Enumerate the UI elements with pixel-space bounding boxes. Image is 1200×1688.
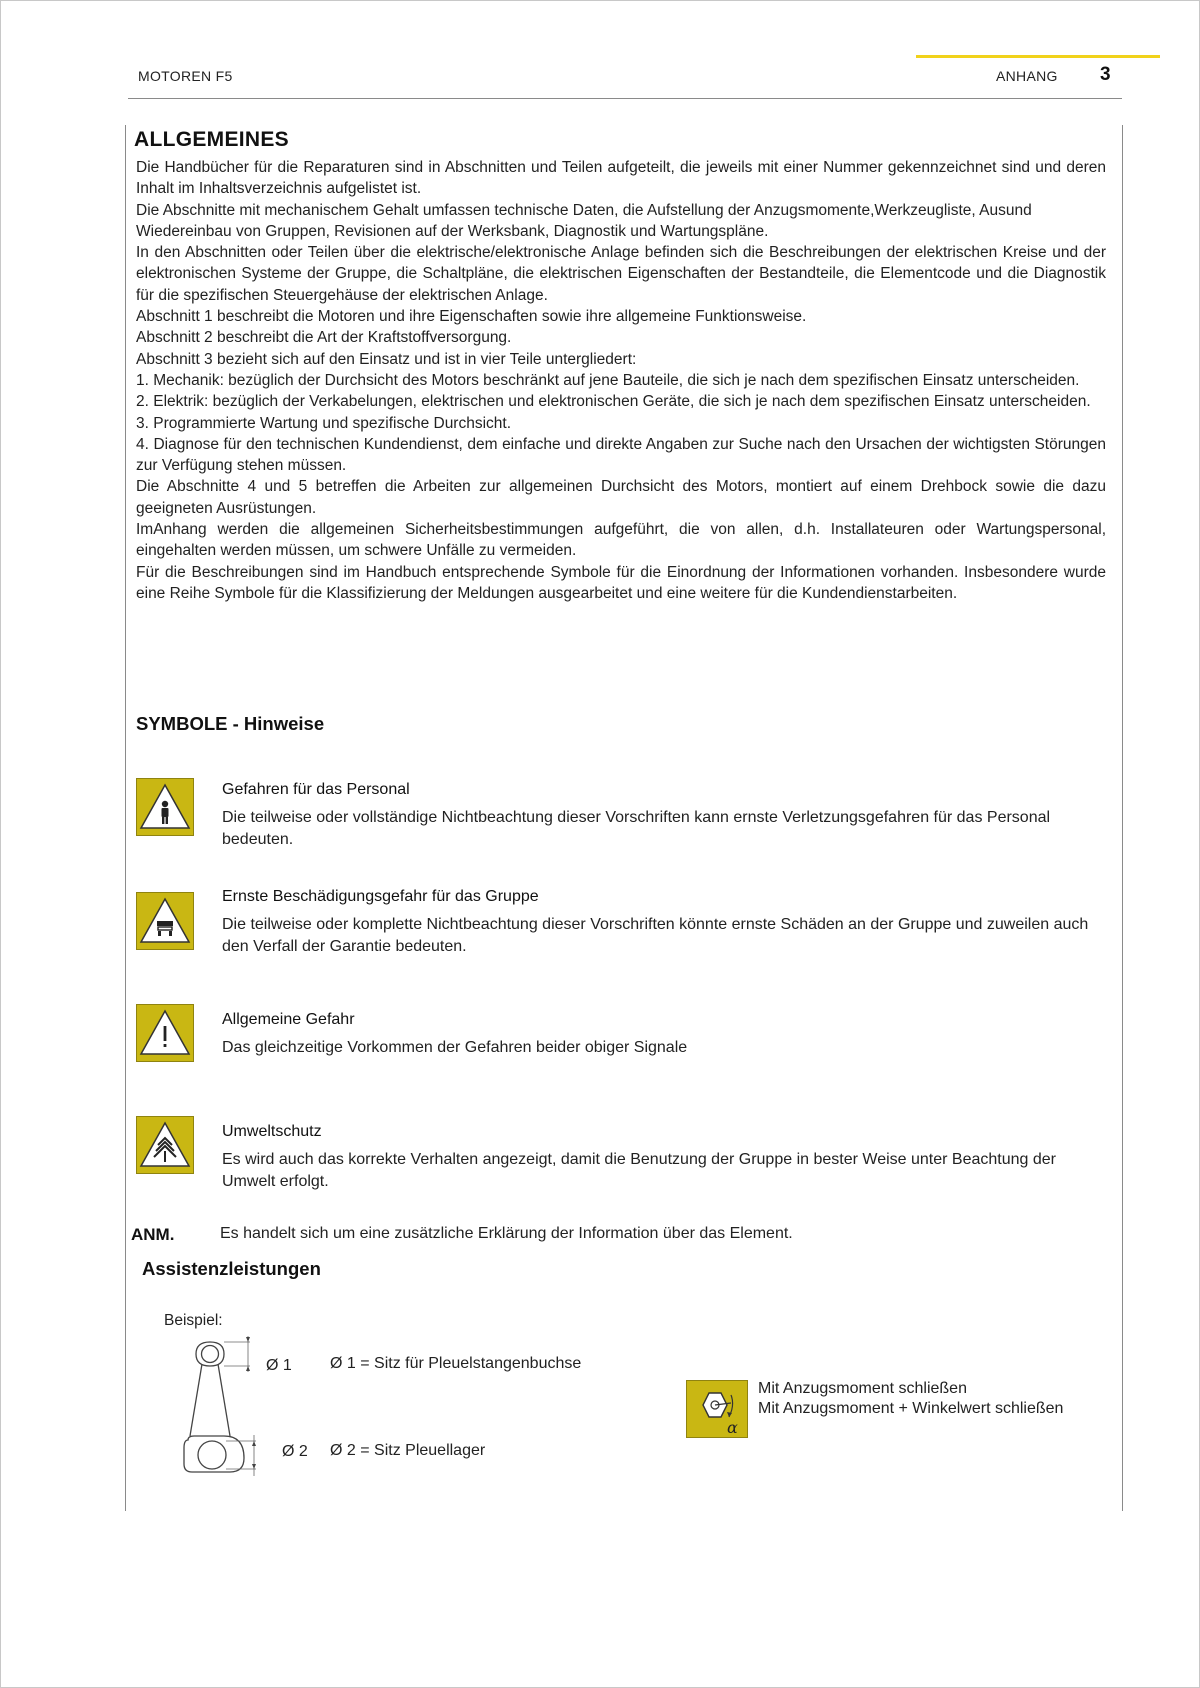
header-document-title: MOTOREN F5 xyxy=(138,68,233,84)
machine-damage-icon xyxy=(136,892,194,950)
symbol-title: Umweltschutz xyxy=(222,1123,322,1140)
header-divider xyxy=(128,98,1122,99)
torque-line: Mit Anzugsmoment + Winkelwert schließen xyxy=(758,1400,1064,1417)
tree-environment-icon xyxy=(136,1116,194,1174)
angle-symbol: α xyxy=(727,1418,738,1437)
intro-paragraph: 3. Programmierte Wartung und spezifische Durchsicht. xyxy=(136,414,512,432)
intro-paragraph: 4. Diagnose für den technischen Kundendienst, dem einfache und direkte Angaben zur Suche nach den Ursachen der wichtigsten Störungen zur Verfügung stehen müssen. xyxy=(136,435,1106,475)
torque-angle-icon xyxy=(686,1380,748,1438)
exclamation-warning-icon xyxy=(136,1004,194,1062)
header-section-name: ANHANG xyxy=(996,68,1058,84)
symbol-description: Die teilweise oder komplette Nichtbeachtung dieser Vorschriften könnte ernste Schäden an der Gruppe und zuweilen auch den Verfall der Garantie bedeuten. xyxy=(222,916,1089,955)
torque-description xyxy=(758,1379,1063,1419)
diameter-1-label: Ø 1 xyxy=(266,1357,292,1374)
intro-paragraph: Abschnitt 3 bezieht sich auf den Einsatz und ist in vier Teile untergliedert: xyxy=(136,350,637,368)
diameter-2-description: Ø 2 = Sitz Pleuellager xyxy=(330,1442,486,1459)
example-label: Beispiel: xyxy=(164,1312,223,1329)
torque-line: Mit Anzugsmoment schließen xyxy=(758,1380,967,1397)
intro-text xyxy=(136,157,1106,604)
intro-paragraph: In den Abschnitten oder Teilen über die elektrische/elektronische Anlage befinden sich die Beschreibungen der elektrischen Kreise und der elektronischen Systeme der Gruppe, die Schaltpläne, die elektrischen Eigenschaften der Bestandteile, die Elementcode und die Diagnostik für die spezifischen Steuergehäuse der elektrischen Anlage. xyxy=(136,244,1106,304)
right-margin-rule xyxy=(1122,125,1123,1511)
symbol-title: Allgemeine Gefahr xyxy=(222,1011,355,1028)
connecting-rod-diagram xyxy=(180,1336,260,1486)
symbols-heading: SYMBOLE - Hinweise xyxy=(136,713,325,734)
intro-paragraph: Abschnitt 2 beschreibt die Art der Kraftstoffversorgung. xyxy=(136,329,512,347)
diameter-1-description: Ø 1 = Sitz für Pleuelstangenbuchse xyxy=(330,1355,582,1372)
intro-paragraph: Abschnitt 1 beschreibt die Motoren und ihre Eigenschaften sowie ihre allgemeine Funktionsweise. xyxy=(136,308,807,326)
page-number: 3 xyxy=(1100,64,1111,85)
symbol-title: Gefahren für das Personal xyxy=(222,781,410,798)
header-accent-bar xyxy=(916,55,1160,58)
symbol-title: Ernste Beschädigungsgefahr für das Gruppe xyxy=(222,888,539,905)
intro-paragraph: Für die Beschreibungen sind im Handbuch entsprechende Symbole für die Einordnung der Informationen vorhanden. Insbesondere wurde eine Reihe Symbole für die Klassifizierung der Meldungen ausgearbeitet und eine weitere für die Kundendienstarbeiten. xyxy=(136,563,1106,602)
intro-paragraph: ImAnhang werden die allgemeinen Sicherheitsbestimmungen aufgeführt, die von allen, d.h. Installateuren oder Wartungspersonal, eingehalten werden müssen, um schwere Unfälle zu vermeiden. xyxy=(136,521,1106,560)
diameter-2-label: Ø 2 xyxy=(282,1443,308,1460)
symbol-description: Das gleichzeitige Vorkommen der Gefahren beider obiger Signale xyxy=(222,1039,688,1056)
intro-paragraph: 2. Elektrik: bezüglich der Verkabelungen, elektrischen und elektronischen Geräte, die sich je nach dem spezifischen Einsatz unterscheiden. xyxy=(136,393,1091,411)
intro-paragraph: Die Abschnitte mit mechanischem Gehalt umfassen technische Daten, die Aufstellung der Anzugsmomente,Werkzeugliste, Ausund xyxy=(136,201,1032,219)
intro-paragraph: Wiedereinbau von Gruppen, Revisionen auf der Werksbank, Diagnostik und Wartungspläne. xyxy=(136,222,769,240)
assistance-heading: Assistenzleistungen xyxy=(142,1258,321,1279)
section-title: ALLGEMEINES xyxy=(134,128,289,151)
note-label: ANM. xyxy=(131,1225,175,1244)
symbol-description: Die teilweise oder vollständige Nichtbeachtung dieser Vorschriften kann ernste Verletzungsgefahren für das Personal bedeuten. xyxy=(222,809,1051,848)
intro-paragraph: Die Handbücher für die Reparaturen sind in Abschnitten und Teilen aufgeteilt, die jeweils mit einer Nummer gekennzeichnet sind und deren Inhalt im Inhaltsverzeichnis aufgelistet ist. xyxy=(136,159,1106,198)
note-text: Es handelt sich um eine zusätzliche Erklärung der Information über das Element. xyxy=(220,1225,793,1242)
intro-paragraph: Die Abschnitte 4 und 5 betreffen die Arbeiten zur allgemeinen Durchsicht des Motors, montiert auf einem Drehbock sowie die dazu geeigneten Ausrüstungen. xyxy=(136,478,1106,517)
intro-paragraph: 1. Mechanik: bezüglich der Durchsicht des Motors beschränkt auf jene Bauteile, die sich je nach dem spezifischen Einsatz unterscheiden. xyxy=(136,371,1080,389)
left-margin-rule xyxy=(125,125,126,1511)
person-warning-icon xyxy=(136,778,194,836)
symbol-description: Es wird auch das korrekte Verhalten angezeigt, damit die Benutzung der Gruppe in bester Weise unter Beachtung der Umwelt erfolgt. xyxy=(222,1151,1056,1190)
